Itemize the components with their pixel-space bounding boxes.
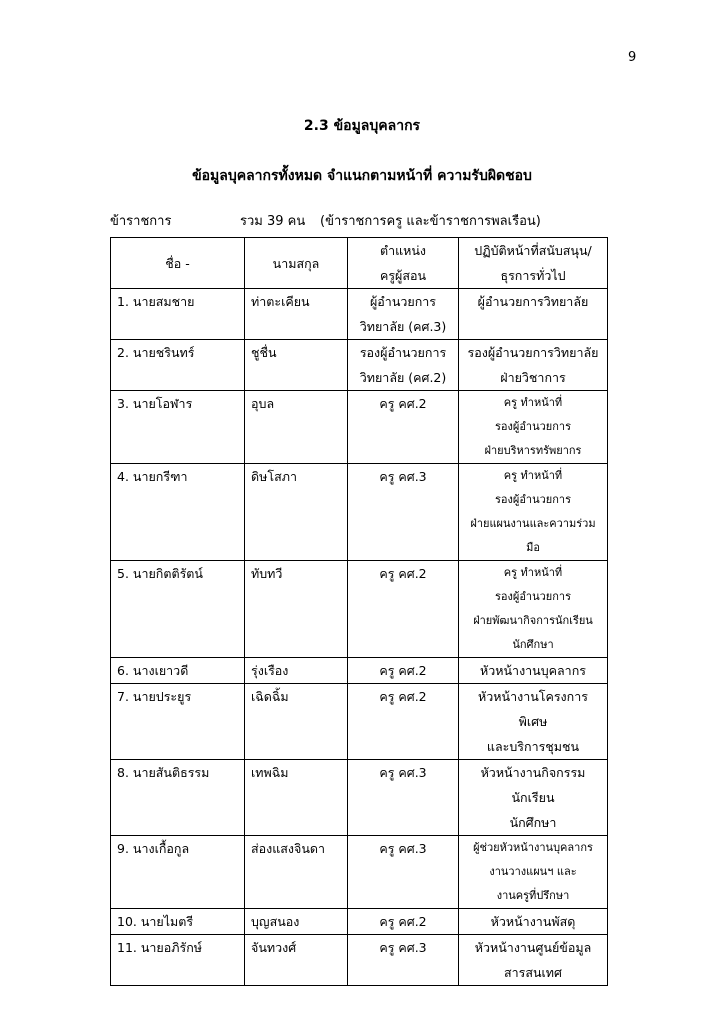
cell-surname: ดิษโสภา: [245, 464, 348, 561]
duty-line: นักศึกษา: [512, 638, 554, 651]
position-line: ผู้อำนวยการ: [369, 294, 437, 309]
cell-name: 9. นางเกื้อกูล: [111, 836, 245, 909]
duty-line: ครู ทำหน้าที่: [503, 469, 563, 482]
table-row: [111, 391, 608, 464]
summary-note: (ข้าราชการครู และข้าราชการพลเรือน): [320, 214, 541, 229]
personnel-table: [110, 237, 608, 986]
header-duty-line: ธุรการทั่วไป: [500, 268, 566, 283]
cell-duty: [459, 760, 608, 836]
cell-duty: [459, 340, 608, 391]
table-row: [111, 561, 608, 658]
duty-line: หัวหน้างานบุคลากร: [480, 663, 586, 678]
table-row: [111, 909, 608, 935]
cell-name: 1. นายสมชาย: [111, 289, 245, 340]
duty-line: ครู ทำหน้าที่: [503, 396, 563, 409]
duty-line: ฝ่ายแผนงานและความร่วมมือ: [470, 517, 596, 554]
cell-position: [348, 935, 459, 986]
duty-line: ผู้อำนวยการวิทยาลัย: [477, 294, 589, 309]
table-row: [111, 340, 608, 391]
position-line: ครู คศ.2: [379, 914, 427, 929]
cell-name: 5. นายกิตติรัตน์: [111, 561, 245, 658]
table-header-row: [111, 238, 608, 289]
duty-line: รองผู้อำนวยการ: [494, 420, 571, 433]
cell-name: 10. นายไมตรี: [111, 909, 245, 935]
position-line: ครู คศ.2: [379, 566, 427, 581]
cell-surname: อุบล: [245, 391, 348, 464]
duty-line: รองผู้อำนวยการ: [494, 590, 571, 603]
header-position-line: ครูผู้สอน: [379, 268, 427, 283]
cell-name: 8. นายสันติธรรม: [111, 760, 245, 836]
position-line: วิทยาลัย (คศ.3): [359, 319, 447, 334]
page-number: 9: [628, 50, 637, 65]
cell-name: 6. นางเยาวดี: [111, 658, 245, 684]
duty-line: ฝ่ายบริหารทรัพยากร: [484, 444, 582, 457]
cell-position: [348, 684, 459, 760]
cell-surname: เทพฉิม: [245, 760, 348, 836]
cell-name: 4. นายกรีฑา: [111, 464, 245, 561]
duty-line: ฝ่ายพัฒนากิจการนักเรียน: [473, 614, 593, 627]
header-duty: [459, 238, 608, 289]
cell-position: [348, 289, 459, 340]
duty-line: หัวหน้างานกิจกรรมนักเรียน: [480, 765, 586, 805]
cell-duty: [459, 658, 608, 684]
duty-line: รองผู้อำนวยการ: [494, 493, 571, 506]
cell-name: 11. นายอภิรักษ์: [111, 935, 245, 986]
cell-surname: จันทวงศ์: [245, 935, 348, 986]
position-line: ครู คศ.2: [379, 689, 427, 704]
duty-line: ฝ่ายวิชาการ: [500, 370, 566, 385]
header-position: [348, 238, 459, 289]
duty-line: หัวหน้างานพัสดุ: [490, 914, 576, 929]
cell-position: [348, 909, 459, 935]
duty-line: และบริการชุมชน: [486, 739, 580, 754]
table-title: ข้อมูลบุคลากรทั้งหมด จำแนกตามหน้าที่ ความรับผิดชอบ: [192, 168, 532, 184]
cell-surname: ทับทวี: [245, 561, 348, 658]
cell-position: [348, 836, 459, 909]
position-line: ครู คศ.3: [379, 765, 427, 780]
position-line: วิทยาลัย (คศ.2): [359, 370, 447, 385]
cell-name: 7. นายประยูร: [111, 684, 245, 760]
cell-duty: [459, 289, 608, 340]
table-row: [111, 935, 608, 986]
position-line: ครู คศ.3: [379, 940, 427, 955]
section-title: 2.3 ข้อมูลบุคลากร: [303, 118, 421, 134]
cell-duty: [459, 684, 608, 760]
cell-surname: ชูชื่น: [245, 340, 348, 391]
cell-duty: [459, 836, 608, 909]
table-row: [111, 464, 608, 561]
cell-name: 2. นายชรินทร์: [111, 340, 245, 391]
duty-line: สารสนเทศ: [504, 965, 562, 980]
table-row: [111, 289, 608, 340]
duty-line: ครู ทำหน้าที่: [503, 566, 563, 579]
cell-position: [348, 340, 459, 391]
table-row: [111, 760, 608, 836]
cell-duty: [459, 909, 608, 935]
cell-position: [348, 561, 459, 658]
header-name: ชื่อ -: [111, 238, 245, 289]
cell-position: [348, 391, 459, 464]
position-line: รองผู้อำนวยการ: [359, 345, 447, 360]
cell-duty: [459, 391, 608, 464]
summary-label: ข้าราชการ: [110, 214, 172, 229]
duty-line: ผู้ช่วยหัวหน้างานบุคลากร: [473, 841, 593, 854]
table-row: [111, 658, 608, 684]
cell-duty: [459, 561, 608, 658]
cell-surname: ท่าตะเคียน: [245, 289, 348, 340]
cell-surname: เฉิดฉิ้ม: [245, 684, 348, 760]
duty-line: งานวางแผนฯ และ: [489, 865, 577, 878]
table-body: [111, 289, 608, 986]
position-line: ครู คศ.3: [379, 841, 427, 856]
duty-line: หัวหน้างานศูนย์ข้อมูล: [474, 940, 592, 955]
cell-surname: รุ่งเรือง: [245, 658, 348, 684]
position-line: ครู คศ.2: [379, 396, 427, 411]
cell-position: [348, 760, 459, 836]
header-surname: นามสกุล: [245, 238, 348, 289]
position-line: ครู คศ.2: [379, 663, 427, 678]
header-duty-line: ปฏิบัติหน้าที่สนับสนุน/: [474, 243, 592, 258]
duty-line: งานครูที่ปรึกษา: [496, 889, 570, 902]
summary-total: รวม 39 คน: [240, 214, 306, 229]
cell-duty: [459, 935, 608, 986]
cell-surname: ส่องแสงจินดา: [245, 836, 348, 909]
cell-position: [348, 464, 459, 561]
cell-name: 3. นายโอฬาร: [111, 391, 245, 464]
cell-surname: บุญสนอง: [245, 909, 348, 935]
duty-line: รองผู้อำนวยการวิทยาลัย: [467, 345, 599, 360]
cell-duty: [459, 464, 608, 561]
header-position-line: ตำแหน่ง: [379, 243, 427, 258]
table-row: [111, 836, 608, 909]
table-row: [111, 684, 608, 760]
duty-line: นักศึกษา: [509, 815, 557, 830]
duty-line: หัวหน้างานโครงการพิเศษ: [478, 689, 588, 729]
position-line: ครู คศ.3: [379, 469, 427, 484]
cell-position: [348, 658, 459, 684]
